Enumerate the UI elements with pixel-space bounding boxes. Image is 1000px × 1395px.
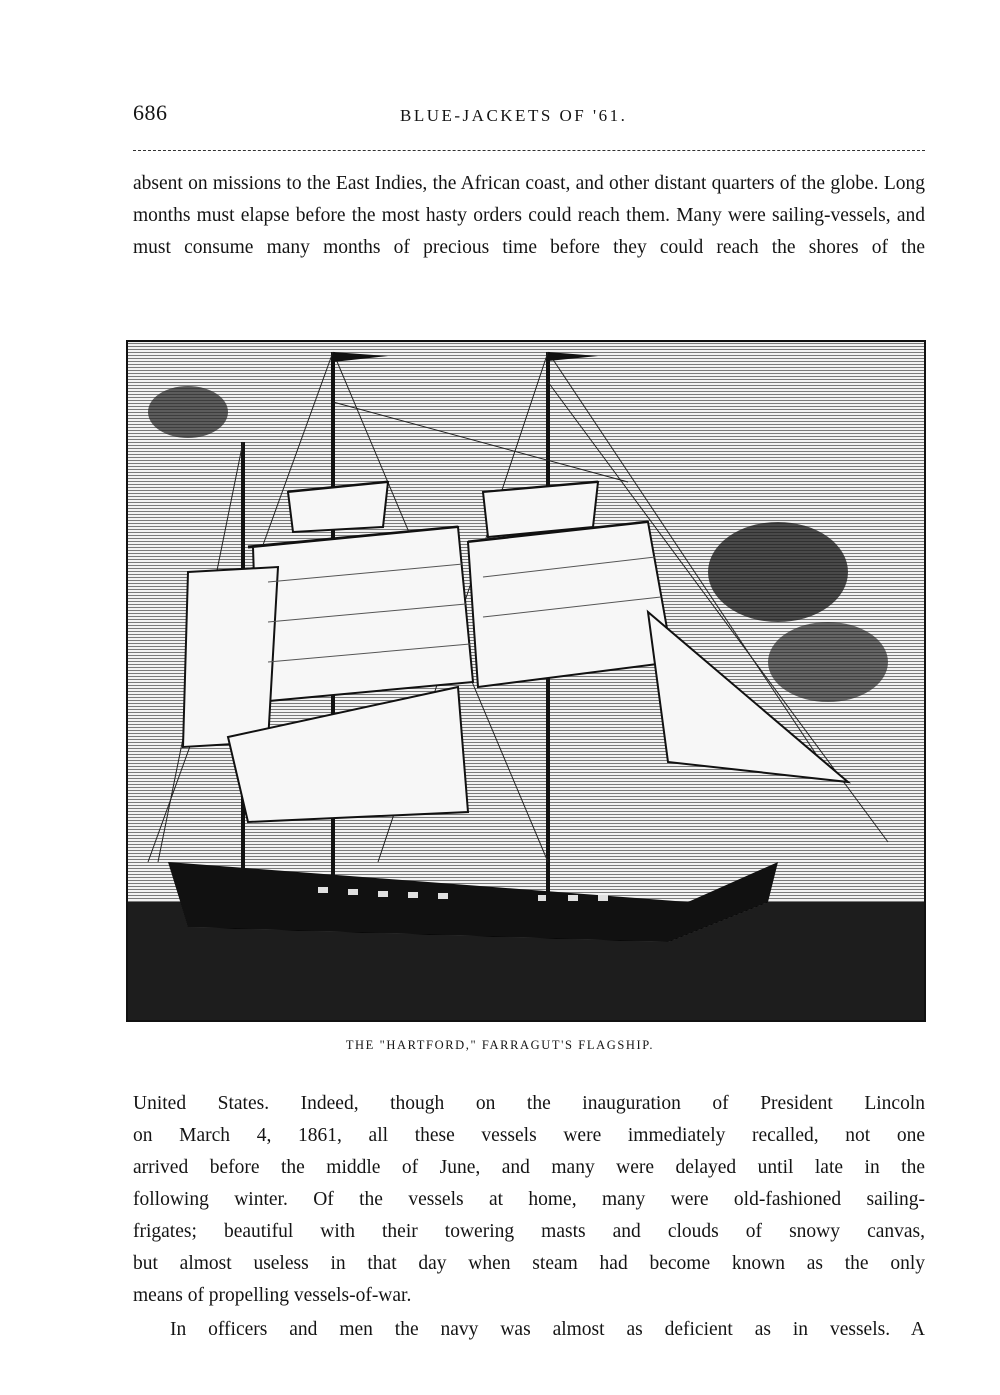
paragraph-2-line: frigates; beautiful with their towering masts and clouds of snowy canvas, bbox=[133, 1221, 925, 1242]
paragraph-1: absent on missions to the East Indies, the African coast, and other distant quarters of the globe. Long months must elapse before the most hasty orders could reach them. Many were sailing-vessels, and must consume many months of precious time before they could reach the shores of the bbox=[133, 173, 925, 258]
paragraph-2-line: United States. Indeed, though on the inauguration of President Lincoln bbox=[133, 1093, 925, 1114]
running-head: BLUE-JACKETS OF '61. bbox=[400, 106, 628, 125]
page-number: 686 bbox=[133, 100, 168, 125]
figure-caption: THE "HARTFORD," FARRAGUT'S FLAGSHIP. bbox=[345, 1038, 655, 1052]
header-rule bbox=[133, 150, 925, 151]
paragraph-2-line: means of propelling vessels-of-war. bbox=[133, 1285, 412, 1306]
paragraph-2-line: following winter. Of the vessels at home, many were old-fashioned sailing- bbox=[133, 1189, 925, 1210]
paragraph-2-line: but almost useless in that day when steam had become known as the only bbox=[133, 1253, 925, 1274]
paragraph-2-line: arrived before the middle of June, and many were delayed until late in the bbox=[133, 1157, 925, 1178]
paragraph-2 bbox=[133, 1088, 925, 1312]
ship-engraving bbox=[126, 340, 926, 1022]
paragraph-2-line: on March 4, 1861, all these vessels were immediately recalled, not one bbox=[133, 1125, 925, 1146]
paragraph-3: In officers and men the navy was almost as deficient as in vessels. A bbox=[170, 1319, 925, 1340]
